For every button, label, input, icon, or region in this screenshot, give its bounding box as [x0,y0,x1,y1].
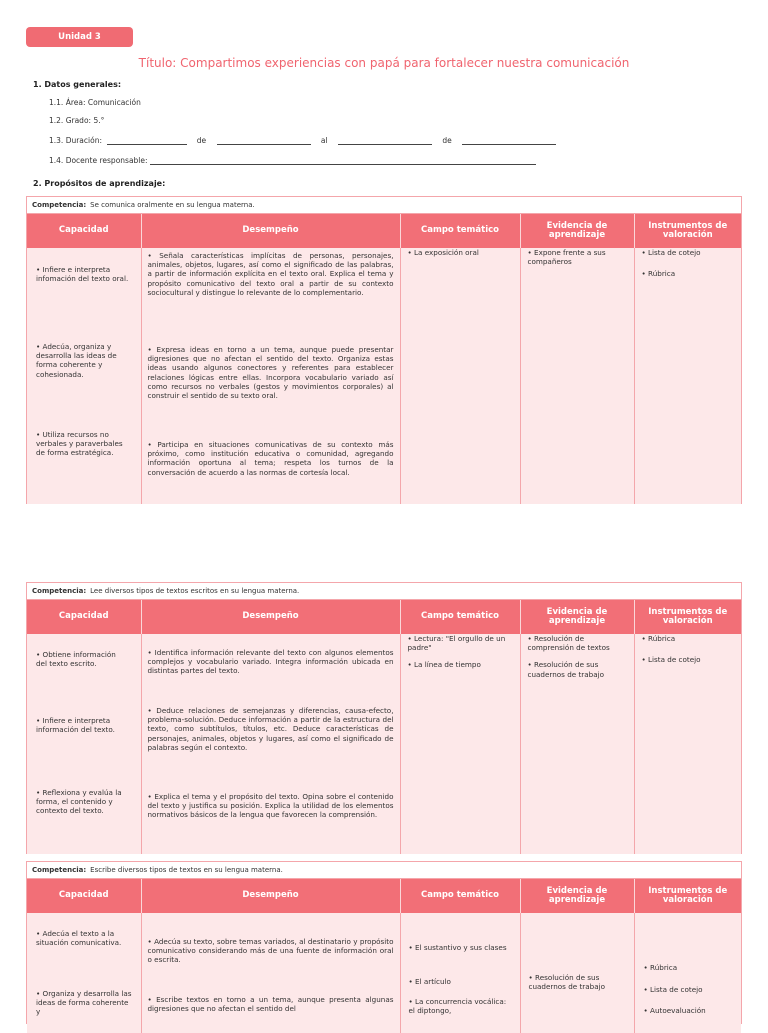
desempeno-item: • Participa en situaciones comunicativas de su contexto más próximo, como institución educativa o comunidad, agregando información oportuna al tema; respeta los turnos de la conversación de acuerdo a las normas de cortesía local. [142,440,400,477]
instrumento-item: • Rúbrica [638,963,738,972]
competencia-label: Competencia: [32,587,87,595]
campo-cell [400,913,520,1033]
evidencia-cell [520,634,634,854]
col-instrumentos: Instrumentos de valoración [634,600,741,634]
col-instrumentos: Instrumentos de valoración [634,214,741,248]
capacidad-item: • Adecúa el texto a la situación comunicativa. [30,929,133,947]
desempenos-cell [141,248,400,504]
unit-badge: Unidad 3 [26,27,133,47]
col-desempeno: Desempeño [141,600,400,634]
col-evidencia: Evidencia de aprendizaje [520,879,634,913]
datos-heading: 1. Datos generales: [33,80,122,89]
grado-item: 1.2. Grado: 5.° [49,116,105,125]
evidencia-cell [520,248,634,504]
col-capacidad: Capacidad [27,214,141,248]
competencia-name: Escribe diversos tipos de textos en su lengua materna. [90,866,283,874]
desempeno-item: • Explica el tema y el propósito del texto. Opina sobre el contenido del texto y justifica su posición. Explica la utilidad de los elementos normativos básicos de la lengua que favorecen la comprensión. [142,792,400,820]
evidencia-item: • Resolución de comprensión de textos [528,634,627,652]
evidencia-item: • Resolución de sus cuadernos de trabajo [523,973,628,991]
capacidad-item: • Obtiene información del texto escrito. [30,650,131,668]
docente-label: 1.4. Docente responsable: [49,156,148,165]
capacidad-item: • Infiere e interpreta infomación del texto oral. [30,265,135,283]
duracion-start-year-field[interactable] [217,135,311,145]
campo-item: • La exposición oral [408,248,513,257]
instrumentos-cell [634,913,741,1033]
campo-item: • El sustantivo y sus clases [403,943,514,952]
al-label: al [320,136,328,145]
col-desempeno: Desempeño [141,214,400,248]
col-campo: Campo temático [400,879,520,913]
competencia-title [27,197,741,214]
evidencia-item: • Resolución de sus cuadernos de trabajo [528,660,627,678]
competencia-name: Lee diversos tipos de textos escritos en su lengua materna. [90,587,300,595]
col-desempeno: Desempeño [141,879,400,913]
evidencia-cell [520,913,634,1033]
de-label-1: de [196,136,207,145]
capacidad-item: • Organiza y desarrolla las ideas de forma coherente y [30,989,139,1017]
campo-item: • La línea de tiempo [408,660,513,669]
propositos-heading: 2. Propósitos de aprendizaje: [33,179,166,188]
col-campo: Campo temático [400,600,520,634]
col-capacidad: Capacidad [27,600,141,634]
capacidades-cell [27,634,141,854]
campo-cell [400,634,520,854]
capacidad-item: • Reflexiona y evalúa la forma, el contenido y contexto del texto. [30,788,138,816]
duracion-start-field[interactable] [107,135,187,145]
competencia-label: Competencia: [32,201,87,209]
desempeno-item: • Identifica información relevante del texto con algunos elementos complejos y vocabulario variado. Integra información ubicada en distintas partes del texto. [142,648,400,676]
competencia-name: Se comunica oralmente en su lengua materna. [90,201,255,209]
col-instrumentos: Instrumentos de valoración [634,879,741,913]
area-item: 1.1. Área: Comunicación [49,98,141,107]
campo-item: • Lectura: "El orgullo de un padre" [408,634,513,652]
evidencia-item: • Expone frente a sus compañeros [528,248,627,266]
campo-item: • El artículo [403,977,514,986]
capacidades-cell [27,913,141,1033]
col-evidencia: Evidencia de aprendizaje [520,214,634,248]
page-title: Título: Compartimos experiencias con papá para fortalecer nuestra comunicación [138,56,630,70]
desempenos-cell [141,634,400,854]
competencia-table-lectura [26,582,742,854]
desempeno-item: • Expresa ideas en torno a un tema, aunque puede presentar digresiones que no afectan el sentido del texto. Organiza estas ideas usando algunos conectores y referentes para establecer relaciones lógicas entre ellas. Incorpora vocabulario variado así como recursos no verbales (gestos y movimientos corporales) al construir el sentido de su texto oral. [142,345,400,400]
instrumento-item: • Rúbrica [642,634,735,643]
instrumento-item: • Lista de cotejo [642,248,735,257]
de-label-2: de [442,136,452,145]
instrumentos-cell [634,248,741,504]
competencia-table-escritura [26,861,742,1024]
docente-item [49,155,536,165]
capacidad-item: • Infiere e interpreta información del texto. [30,716,135,734]
desempeno-item: • Escribe textos en torno a un tema, aunque presenta algunas digresiones que no afectan el sentido del [142,995,400,1013]
duracion-item [49,135,556,145]
docente-field[interactable] [150,155,536,165]
duracion-label: 1.3. Duración: [49,136,102,145]
competencia-title [27,583,741,600]
instrumento-item: • Lista de cotejo [642,655,735,664]
duracion-end-year-field[interactable] [462,135,556,145]
duracion-end-field[interactable] [338,135,432,145]
col-evidencia: Evidencia de aprendizaje [520,600,634,634]
desempenos-cell [141,913,400,1033]
col-capacidad: Capacidad [27,879,141,913]
col-campo: Campo temático [400,214,520,248]
instrumentos-cell [634,634,741,854]
competencia-table-oral [26,196,742,504]
instrumento-item: • Rúbrica [642,269,735,278]
desempeno-item: • Señala características implícitas de personas, personajes, animales, objetos, lugares, así como el significado de las palabras, a partir de información explícita en el texto oral. Explica el tema y propósito comunicativo del texto oral a partir de su contexto sociocultural y distingue lo relevante de lo complementario. [142,251,400,297]
capacidad-item: • Adecúa, organiza y desarrolla las ideas de forma coherente y cohesionada. [30,342,137,379]
desempeno-item: • Adecúa su texto, sobre temas variados, al destinatario y propósito comunicativo considerando más de una fuente de información oral o escrita. [142,937,400,965]
capacidades-cell [27,248,141,504]
desempeno-item: • Deduce relaciones de semejanzas y diferencias, causa-efecto, problema-solución. Deduce información a partir de la estructura del texto, como subtítulos, títulos, etc. Deduce características de personajes, animales, objetos y lugares, así como el significado de palabras según el contexto. [142,706,400,752]
campo-item: • La concurrencia vocálica: el diptongo, [403,997,514,1015]
instrumento-item: • Autoevaluación [638,1006,738,1015]
instrumento-item: • Lista de cotejo [638,985,738,994]
campo-cell [400,248,520,504]
competencia-title [27,862,741,879]
competencia-label: Competencia: [32,866,87,874]
capacidad-item: • Utiliza recursos no verbales y paraverbales de forma estratégica. [30,430,131,458]
